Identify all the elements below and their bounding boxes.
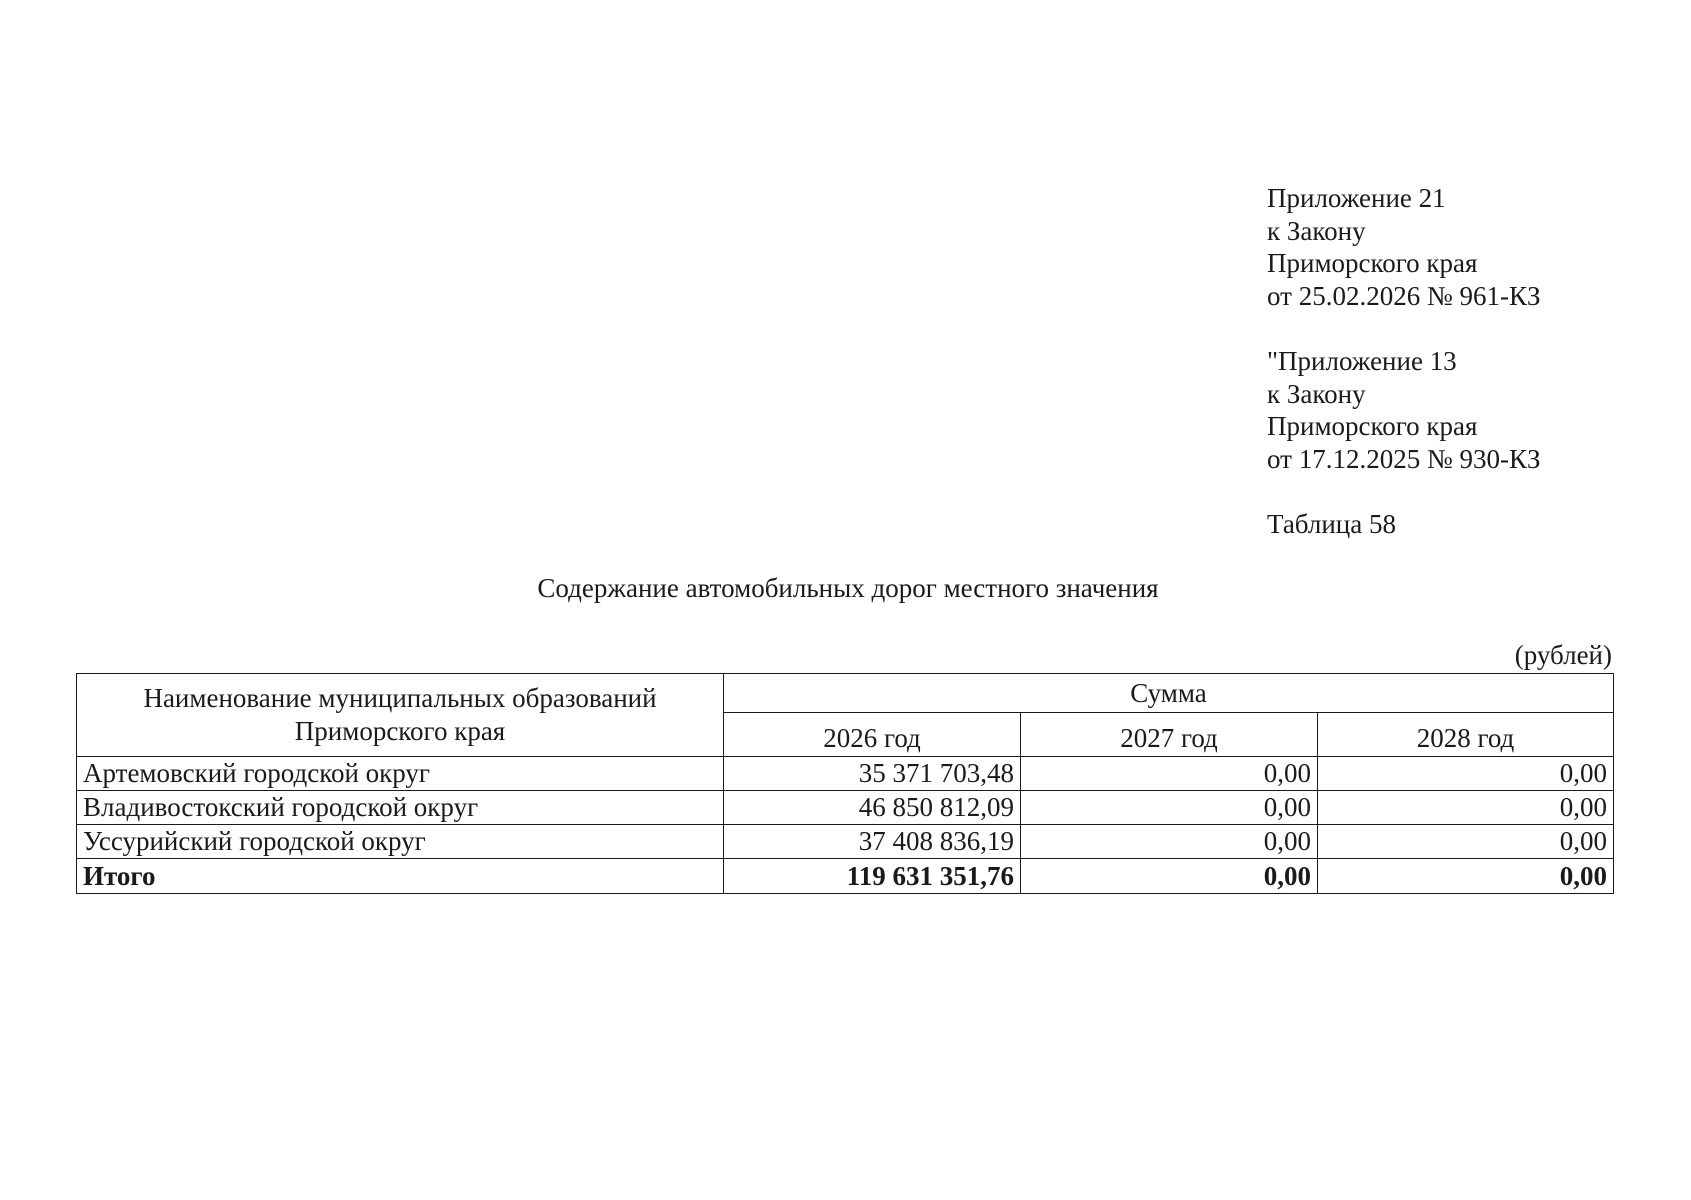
annex-current-line-1: Приложение 21 — [1267, 183, 1446, 213]
total-2026: 119 631 351,76 — [724, 859, 1021, 894]
municipality-name: Артемовский городской округ — [77, 757, 724, 791]
total-2028: 0,00 — [1318, 859, 1614, 894]
total-label: Итого — [77, 859, 724, 894]
unit-label: (рублей) — [1514, 640, 1612, 670]
annex-original-line-3: Приморского края — [1267, 411, 1478, 441]
annex-original-line-1: "Приложение 13 — [1267, 346, 1457, 376]
annex-current-line-4: от 25.02.2026 № 961-КЗ — [1267, 280, 1541, 311]
amount-2027: 0,00 — [1021, 791, 1318, 825]
annex-original-block — [1267, 345, 1540, 475]
budget-table — [76, 673, 1614, 894]
municipality-column-header — [77, 674, 724, 757]
amount-2028: 0,00 — [1318, 825, 1614, 859]
amount-2028: 0,00 — [1318, 757, 1614, 791]
amount-2026: 37 408 836,19 — [724, 825, 1021, 859]
amount-2027: 0,00 — [1021, 825, 1318, 859]
document-title-wrap — [0, 572, 1691, 604]
table-header-row — [77, 674, 1614, 713]
year-2027-header: 2027 год — [1021, 713, 1318, 757]
municipality-header-line-1: Наименование муниципальных образований — [143, 683, 657, 713]
annex-current-line-2: к Закону — [1267, 215, 1366, 246]
municipality-header-line-2: Приморского края — [294, 716, 506, 746]
annex-current-line-3: Приморского края — [1267, 248, 1478, 278]
amount-2027: 0,00 — [1021, 757, 1318, 791]
table-row — [77, 757, 1614, 791]
year-2026-header: 2026 год — [724, 713, 1021, 757]
total-2027: 0,00 — [1021, 859, 1318, 894]
annex-original-line-2: к Закону — [1267, 378, 1366, 409]
year-2028-header: 2028 год — [1318, 713, 1614, 757]
municipality-name: Владивостокский городской округ — [77, 791, 724, 825]
document-title: Содержание автомобильных дорог местного значения — [537, 573, 1159, 603]
table-number: Таблица 58 — [1267, 509, 1396, 539]
amount-2028: 0,00 — [1318, 791, 1614, 825]
annex-current-block — [1267, 182, 1540, 312]
amount-2026: 35 371 703,48 — [724, 757, 1021, 791]
sum-column-header: Сумма — [724, 674, 1614, 713]
municipality-name: Уссурийский городской округ — [77, 825, 724, 859]
table-row — [77, 791, 1614, 825]
amount-2026: 46 850 812,09 — [724, 791, 1021, 825]
table-row — [77, 825, 1614, 859]
total-row — [77, 859, 1614, 894]
annex-original-line-4: от 17.12.2025 № 930-КЗ — [1267, 443, 1541, 474]
